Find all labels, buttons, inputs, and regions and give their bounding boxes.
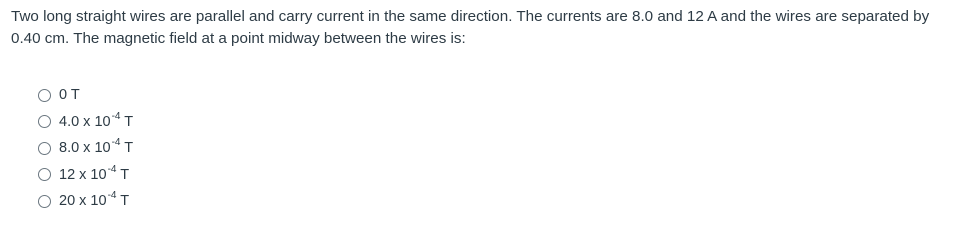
answer-options <box>38 82 133 215</box>
answer-label <box>59 110 134 131</box>
answer-unit: T <box>120 113 134 130</box>
question-text: Two long straight wires are parallel and carry current in the same direction. The currents are 8.0 and 12 A and the wires are separated by 0.40 cm. The magnetic field at a point midway between the wires is: <box>11 8 930 47</box>
answer-option-20e-4-t[interactable] <box>38 188 133 215</box>
answer-label <box>59 86 81 104</box>
answer-value: 4.0 x 10 <box>59 113 111 130</box>
radio-button-12e-4-t[interactable] <box>38 168 51 181</box>
answer-exponent: -4 <box>111 137 121 149</box>
answer-value: 0 T <box>59 87 80 104</box>
radio-button-0-t[interactable] <box>38 89 51 102</box>
radio-button-8e-4-t[interactable] <box>38 142 51 155</box>
radio-button-4e-4-t[interactable] <box>38 115 51 128</box>
answer-exponent: -4 <box>111 110 121 122</box>
answer-exponent: -4 <box>107 163 117 175</box>
answer-unit: T <box>116 193 130 210</box>
answer-exponent: -4 <box>107 190 117 202</box>
answer-value: 12 x 10 <box>59 166 107 183</box>
answer-option-4e-4-t[interactable] <box>38 109 133 136</box>
answer-unit: T <box>120 140 134 157</box>
answer-label <box>59 139 133 157</box>
answer-value: 20 x 10 <box>59 193 107 210</box>
answer-value: 8.0 x 10 <box>59 140 111 157</box>
answer-option-0-t[interactable] <box>38 82 133 109</box>
answer-label <box>59 192 129 210</box>
answer-option-8e-4-t[interactable] <box>38 135 133 162</box>
radio-button-20e-4-t[interactable] <box>38 195 51 208</box>
answer-option-12e-4-t[interactable] <box>38 162 133 189</box>
answer-label <box>59 163 130 184</box>
answer-unit: T <box>116 166 130 183</box>
